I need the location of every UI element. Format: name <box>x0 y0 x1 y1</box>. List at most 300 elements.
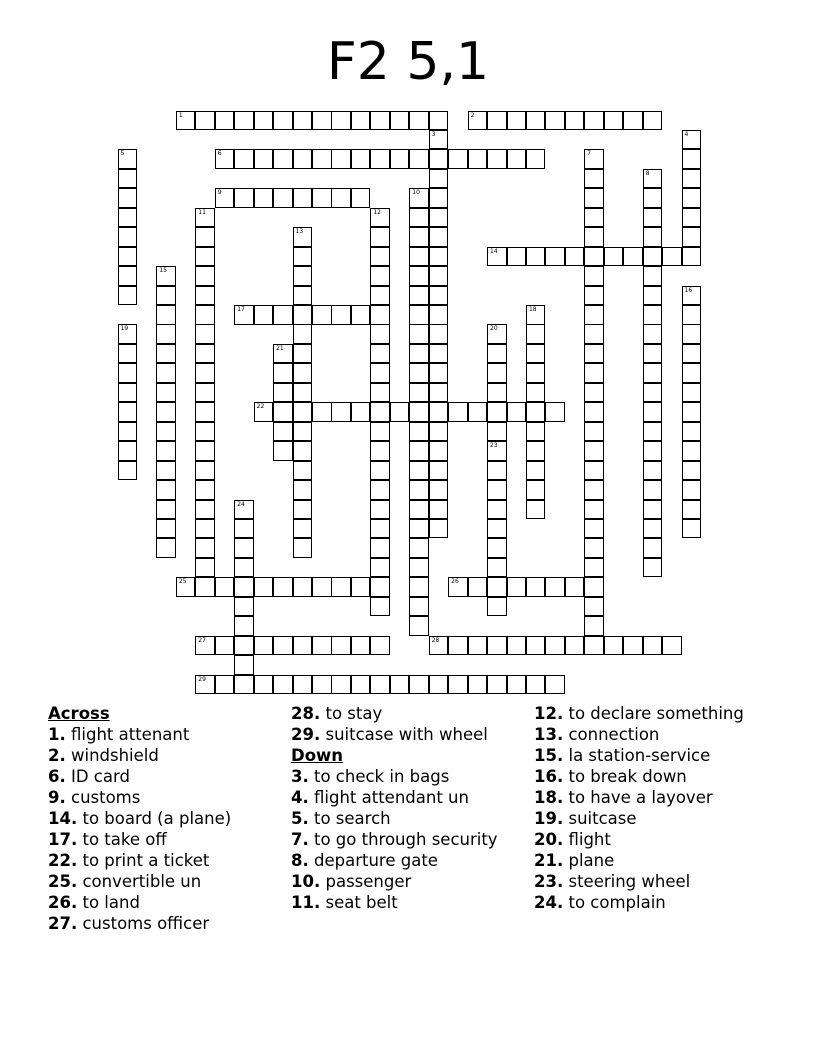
grid-cell[interactable] <box>448 675 468 695</box>
grid-cell[interactable] <box>409 500 429 520</box>
grid-cell[interactable] <box>409 227 429 247</box>
grid-cell[interactable] <box>195 636 215 656</box>
grid-cell[interactable] <box>682 519 702 539</box>
grid-cell[interactable] <box>293 441 313 461</box>
grid-cell[interactable] <box>429 188 449 208</box>
grid-cell[interactable] <box>507 636 527 656</box>
grid-cell[interactable] <box>390 111 410 131</box>
grid-cell[interactable] <box>429 461 449 481</box>
grid-cell[interactable] <box>604 247 624 267</box>
grid-cell[interactable] <box>487 480 507 500</box>
grid-cell[interactable] <box>682 363 702 383</box>
grid-cell[interactable] <box>312 111 332 131</box>
grid-cell[interactable] <box>234 577 254 597</box>
grid-cell[interactable] <box>118 188 138 208</box>
grid-cell[interactable] <box>195 247 215 267</box>
grid-cell[interactable] <box>507 577 527 597</box>
grid-cell[interactable] <box>234 188 254 208</box>
grid-cell[interactable] <box>526 324 546 344</box>
grid-cell[interactable] <box>195 558 215 578</box>
grid-cell[interactable] <box>507 111 527 131</box>
grid-cell[interactable] <box>118 402 138 422</box>
grid-cell[interactable] <box>507 149 527 169</box>
grid-cell[interactable] <box>429 111 449 131</box>
grid-cell[interactable] <box>584 636 604 656</box>
grid-cell[interactable] <box>370 597 390 617</box>
grid-cell[interactable] <box>526 402 546 422</box>
grid-cell[interactable] <box>156 441 176 461</box>
grid-cell[interactable] <box>370 636 390 656</box>
grid-cell[interactable] <box>487 500 507 520</box>
grid-cell[interactable] <box>156 538 176 558</box>
grid-cell[interactable] <box>487 111 507 131</box>
grid-cell[interactable] <box>234 597 254 617</box>
grid-cell[interactable] <box>487 461 507 481</box>
grid-cell[interactable] <box>643 519 663 539</box>
grid-cell[interactable] <box>526 305 546 325</box>
grid-cell[interactable] <box>156 286 176 306</box>
grid-cell[interactable] <box>331 305 351 325</box>
grid-cell[interactable] <box>448 577 468 597</box>
grid-cell[interactable] <box>526 111 546 131</box>
grid-cell[interactable] <box>195 344 215 364</box>
grid-cell[interactable] <box>584 461 604 481</box>
grid-cell[interactable] <box>545 577 565 597</box>
grid-cell[interactable] <box>195 227 215 247</box>
grid-cell[interactable] <box>156 305 176 325</box>
grid-cell[interactable] <box>273 422 293 442</box>
grid-cell[interactable] <box>643 227 663 247</box>
grid-cell[interactable] <box>487 675 507 695</box>
grid-cell[interactable] <box>429 344 449 364</box>
grid-cell[interactable] <box>565 247 585 267</box>
grid-cell[interactable] <box>409 422 429 442</box>
grid-cell[interactable] <box>584 558 604 578</box>
grid-cell[interactable] <box>390 402 410 422</box>
grid-cell[interactable] <box>487 577 507 597</box>
grid-cell[interactable] <box>234 500 254 520</box>
grid-cell[interactable] <box>565 111 585 131</box>
grid-cell[interactable] <box>584 538 604 558</box>
grid-cell[interactable] <box>254 577 274 597</box>
grid-cell[interactable] <box>273 402 293 422</box>
grid-cell[interactable] <box>234 675 254 695</box>
grid-cell[interactable] <box>623 247 643 267</box>
grid-cell[interactable] <box>234 636 254 656</box>
grid-cell[interactable] <box>682 461 702 481</box>
grid-cell[interactable] <box>584 247 604 267</box>
grid-cell[interactable] <box>370 227 390 247</box>
grid-cell[interactable] <box>584 344 604 364</box>
grid-cell[interactable] <box>409 208 429 228</box>
grid-cell[interactable] <box>409 383 429 403</box>
grid-cell[interactable] <box>487 636 507 656</box>
grid-cell[interactable] <box>409 111 429 131</box>
grid-cell[interactable] <box>409 675 429 695</box>
grid-cell[interactable] <box>370 286 390 306</box>
grid-cell[interactable] <box>584 286 604 306</box>
grid-cell[interactable] <box>293 636 313 656</box>
grid-cell[interactable] <box>584 363 604 383</box>
grid-cell[interactable] <box>545 402 565 422</box>
grid-cell[interactable] <box>195 422 215 442</box>
grid-cell[interactable] <box>293 305 313 325</box>
grid-cell[interactable] <box>195 383 215 403</box>
grid-cell[interactable] <box>429 305 449 325</box>
grid-cell[interactable] <box>584 402 604 422</box>
grid-cell[interactable] <box>429 383 449 403</box>
grid-cell[interactable] <box>409 344 429 364</box>
grid-cell[interactable] <box>293 675 313 695</box>
grid-cell[interactable] <box>195 675 215 695</box>
grid-cell[interactable] <box>351 636 371 656</box>
grid-cell[interactable] <box>584 111 604 131</box>
grid-cell[interactable] <box>195 286 215 306</box>
grid-cell[interactable] <box>662 636 682 656</box>
grid-cell[interactable] <box>643 461 663 481</box>
grid-cell[interactable] <box>293 538 313 558</box>
grid-cell[interactable] <box>215 636 235 656</box>
grid-cell[interactable] <box>156 422 176 442</box>
grid-cell[interactable] <box>526 344 546 364</box>
grid-cell[interactable] <box>293 344 313 364</box>
grid-cell[interactable] <box>370 266 390 286</box>
grid-cell[interactable] <box>682 383 702 403</box>
grid-cell[interactable] <box>370 402 390 422</box>
grid-cell[interactable] <box>234 111 254 131</box>
grid-cell[interactable] <box>273 675 293 695</box>
grid-cell[interactable] <box>273 149 293 169</box>
grid-cell[interactable] <box>409 577 429 597</box>
grid-cell[interactable] <box>429 169 449 189</box>
grid-cell[interactable] <box>682 422 702 442</box>
grid-cell[interactable] <box>682 227 702 247</box>
grid-cell[interactable] <box>682 344 702 364</box>
grid-cell[interactable] <box>526 461 546 481</box>
grid-cell[interactable] <box>643 480 663 500</box>
grid-cell[interactable] <box>409 519 429 539</box>
grid-cell[interactable] <box>156 480 176 500</box>
grid-cell[interactable] <box>643 402 663 422</box>
grid-cell[interactable] <box>293 111 313 131</box>
grid-cell[interactable] <box>487 363 507 383</box>
grid-cell[interactable] <box>643 111 663 131</box>
grid-cell[interactable] <box>468 402 488 422</box>
grid-cell[interactable] <box>468 636 488 656</box>
grid-cell[interactable] <box>215 577 235 597</box>
grid-cell[interactable] <box>273 441 293 461</box>
grid-cell[interactable] <box>156 402 176 422</box>
grid-cell[interactable] <box>526 441 546 461</box>
grid-cell[interactable] <box>409 149 429 169</box>
grid-cell[interactable] <box>370 461 390 481</box>
grid-cell[interactable] <box>176 111 196 131</box>
grid-cell[interactable] <box>487 247 507 267</box>
grid-cell[interactable] <box>370 305 390 325</box>
grid-cell[interactable] <box>584 305 604 325</box>
grid-cell[interactable] <box>682 480 702 500</box>
grid-cell[interactable] <box>487 402 507 422</box>
grid-cell[interactable] <box>351 577 371 597</box>
grid-cell[interactable] <box>118 208 138 228</box>
grid-cell[interactable] <box>584 383 604 403</box>
grid-cell[interactable] <box>293 324 313 344</box>
grid-cell[interactable] <box>584 500 604 520</box>
grid-cell[interactable] <box>643 636 663 656</box>
grid-cell[interactable] <box>351 675 371 695</box>
grid-cell[interactable] <box>682 208 702 228</box>
grid-cell[interactable] <box>682 305 702 325</box>
grid-cell[interactable] <box>215 675 235 695</box>
grid-cell[interactable] <box>312 149 332 169</box>
grid-cell[interactable] <box>468 149 488 169</box>
grid-cell[interactable] <box>643 266 663 286</box>
grid-cell[interactable] <box>584 616 604 636</box>
grid-cell[interactable] <box>118 422 138 442</box>
grid-cell[interactable] <box>370 363 390 383</box>
grid-cell[interactable] <box>429 266 449 286</box>
grid-cell[interactable] <box>507 247 527 267</box>
grid-cell[interactable] <box>370 111 390 131</box>
grid-cell[interactable] <box>331 188 351 208</box>
grid-cell[interactable] <box>156 266 176 286</box>
grid-cell[interactable] <box>487 519 507 539</box>
grid-cell[interactable] <box>331 402 351 422</box>
grid-cell[interactable] <box>409 441 429 461</box>
grid-cell[interactable] <box>195 111 215 131</box>
grid-cell[interactable] <box>487 422 507 442</box>
grid-cell[interactable] <box>351 305 371 325</box>
grid-cell[interactable] <box>682 324 702 344</box>
grid-cell[interactable] <box>643 538 663 558</box>
grid-cell[interactable] <box>584 149 604 169</box>
grid-cell[interactable] <box>273 305 293 325</box>
grid-cell[interactable] <box>234 305 254 325</box>
grid-cell[interactable] <box>429 636 449 656</box>
grid-cell[interactable] <box>526 675 546 695</box>
grid-cell[interactable] <box>293 461 313 481</box>
grid-cell[interactable] <box>234 616 254 636</box>
grid-cell[interactable] <box>293 286 313 306</box>
grid-cell[interactable] <box>487 149 507 169</box>
grid-cell[interactable] <box>331 577 351 597</box>
grid-cell[interactable] <box>448 149 468 169</box>
grid-cell[interactable] <box>370 441 390 461</box>
grid-cell[interactable] <box>156 344 176 364</box>
grid-cell[interactable] <box>195 480 215 500</box>
grid-cell[interactable] <box>195 208 215 228</box>
grid-cell[interactable] <box>409 305 429 325</box>
grid-cell[interactable] <box>584 422 604 442</box>
grid-cell[interactable] <box>156 363 176 383</box>
grid-cell[interactable] <box>682 402 702 422</box>
grid-cell[interactable] <box>234 558 254 578</box>
grid-cell[interactable] <box>293 247 313 267</box>
grid-cell[interactable] <box>584 597 604 617</box>
grid-cell[interactable] <box>545 111 565 131</box>
grid-cell[interactable] <box>584 324 604 344</box>
grid-cell[interactable] <box>526 149 546 169</box>
grid-cell[interactable] <box>312 636 332 656</box>
grid-cell[interactable] <box>409 363 429 383</box>
grid-cell[interactable] <box>312 577 332 597</box>
grid-cell[interactable] <box>390 149 410 169</box>
grid-cell[interactable] <box>331 149 351 169</box>
grid-cell[interactable] <box>195 266 215 286</box>
grid-cell[interactable] <box>682 286 702 306</box>
grid-cell[interactable] <box>584 169 604 189</box>
grid-cell[interactable] <box>526 500 546 520</box>
grid-cell[interactable] <box>293 577 313 597</box>
grid-cell[interactable] <box>526 636 546 656</box>
grid-cell[interactable] <box>682 149 702 169</box>
grid-cell[interactable] <box>234 519 254 539</box>
grid-cell[interactable] <box>156 324 176 344</box>
grid-cell[interactable] <box>409 266 429 286</box>
grid-cell[interactable] <box>643 208 663 228</box>
grid-cell[interactable] <box>370 344 390 364</box>
grid-cell[interactable] <box>370 558 390 578</box>
grid-cell[interactable] <box>331 636 351 656</box>
grid-cell[interactable] <box>487 383 507 403</box>
grid-cell[interactable] <box>118 227 138 247</box>
grid-cell[interactable] <box>565 577 585 597</box>
grid-cell[interactable] <box>351 188 371 208</box>
grid-cell[interactable] <box>448 402 468 422</box>
grid-cell[interactable] <box>118 149 138 169</box>
grid-cell[interactable] <box>584 188 604 208</box>
grid-cell[interactable] <box>429 247 449 267</box>
grid-cell[interactable] <box>682 169 702 189</box>
grid-cell[interactable] <box>293 363 313 383</box>
grid-cell[interactable] <box>584 208 604 228</box>
grid-cell[interactable] <box>312 675 332 695</box>
grid-cell[interactable] <box>118 441 138 461</box>
grid-cell[interactable] <box>254 636 274 656</box>
grid-cell[interactable] <box>215 149 235 169</box>
grid-cell[interactable] <box>254 149 274 169</box>
grid-cell[interactable] <box>409 286 429 306</box>
grid-cell[interactable] <box>312 402 332 422</box>
grid-cell[interactable] <box>507 675 527 695</box>
grid-cell[interactable] <box>273 383 293 403</box>
grid-cell[interactable] <box>429 441 449 461</box>
grid-cell[interactable] <box>370 208 390 228</box>
grid-cell[interactable] <box>351 149 371 169</box>
grid-cell[interactable] <box>468 675 488 695</box>
grid-cell[interactable] <box>643 383 663 403</box>
grid-cell[interactable] <box>643 500 663 520</box>
grid-cell[interactable] <box>409 558 429 578</box>
grid-cell[interactable] <box>643 422 663 442</box>
grid-cell[interactable] <box>370 422 390 442</box>
grid-cell[interactable] <box>682 441 702 461</box>
grid-cell[interactable] <box>643 188 663 208</box>
grid-cell[interactable] <box>370 324 390 344</box>
grid-cell[interactable] <box>429 675 449 695</box>
grid-cell[interactable] <box>643 324 663 344</box>
grid-cell[interactable] <box>487 324 507 344</box>
grid-cell[interactable] <box>487 597 507 617</box>
grid-cell[interactable] <box>254 188 274 208</box>
grid-cell[interactable] <box>429 519 449 539</box>
grid-cell[interactable] <box>526 383 546 403</box>
grid-cell[interactable] <box>370 500 390 520</box>
grid-cell[interactable] <box>682 247 702 267</box>
grid-cell[interactable] <box>331 111 351 131</box>
grid-cell[interactable] <box>409 402 429 422</box>
grid-cell[interactable] <box>409 461 429 481</box>
grid-cell[interactable] <box>370 383 390 403</box>
grid-cell[interactable] <box>254 111 274 131</box>
grid-cell[interactable] <box>293 149 313 169</box>
grid-cell[interactable] <box>526 363 546 383</box>
grid-cell[interactable] <box>487 538 507 558</box>
grid-cell[interactable] <box>293 266 313 286</box>
grid-cell[interactable] <box>604 111 624 131</box>
grid-cell[interactable] <box>526 577 546 597</box>
grid-cell[interactable] <box>643 558 663 578</box>
grid-cell[interactable] <box>273 363 293 383</box>
grid-cell[interactable] <box>331 675 351 695</box>
grid-cell[interactable] <box>195 324 215 344</box>
grid-cell[interactable] <box>195 577 215 597</box>
grid-cell[interactable] <box>584 519 604 539</box>
grid-cell[interactable] <box>312 305 332 325</box>
grid-cell[interactable] <box>273 636 293 656</box>
grid-cell[interactable] <box>409 597 429 617</box>
grid-cell[interactable] <box>118 344 138 364</box>
grid-cell[interactable] <box>118 286 138 306</box>
grid-cell[interactable] <box>118 266 138 286</box>
grid-cell[interactable] <box>584 480 604 500</box>
grid-cell[interactable] <box>118 461 138 481</box>
grid-cell[interactable] <box>273 188 293 208</box>
grid-cell[interactable] <box>429 130 449 150</box>
grid-cell[interactable] <box>487 441 507 461</box>
grid-cell[interactable] <box>623 636 643 656</box>
grid-cell[interactable] <box>293 422 313 442</box>
grid-cell[interactable] <box>507 402 527 422</box>
grid-cell[interactable] <box>176 577 196 597</box>
grid-cell[interactable] <box>448 636 468 656</box>
grid-cell[interactable] <box>409 247 429 267</box>
grid-cell[interactable] <box>682 130 702 150</box>
grid-cell[interactable] <box>429 149 449 169</box>
grid-cell[interactable] <box>195 402 215 422</box>
grid-cell[interactable] <box>215 111 235 131</box>
grid-cell[interactable] <box>409 324 429 344</box>
grid-cell[interactable] <box>273 577 293 597</box>
grid-cell[interactable] <box>370 149 390 169</box>
grid-cell[interactable] <box>293 227 313 247</box>
grid-cell[interactable] <box>254 675 274 695</box>
grid-cell[interactable] <box>623 111 643 131</box>
grid-cell[interactable] <box>429 324 449 344</box>
grid-cell[interactable] <box>118 169 138 189</box>
grid-cell[interactable] <box>643 286 663 306</box>
grid-cell[interactable] <box>293 383 313 403</box>
grid-cell[interactable] <box>273 344 293 364</box>
grid-cell[interactable] <box>468 577 488 597</box>
grid-cell[interactable] <box>293 480 313 500</box>
grid-cell[interactable] <box>643 441 663 461</box>
grid-cell[interactable] <box>293 188 313 208</box>
grid-cell[interactable] <box>195 500 215 520</box>
grid-cell[interactable] <box>429 480 449 500</box>
grid-cell[interactable] <box>273 111 293 131</box>
grid-cell[interactable] <box>351 111 371 131</box>
